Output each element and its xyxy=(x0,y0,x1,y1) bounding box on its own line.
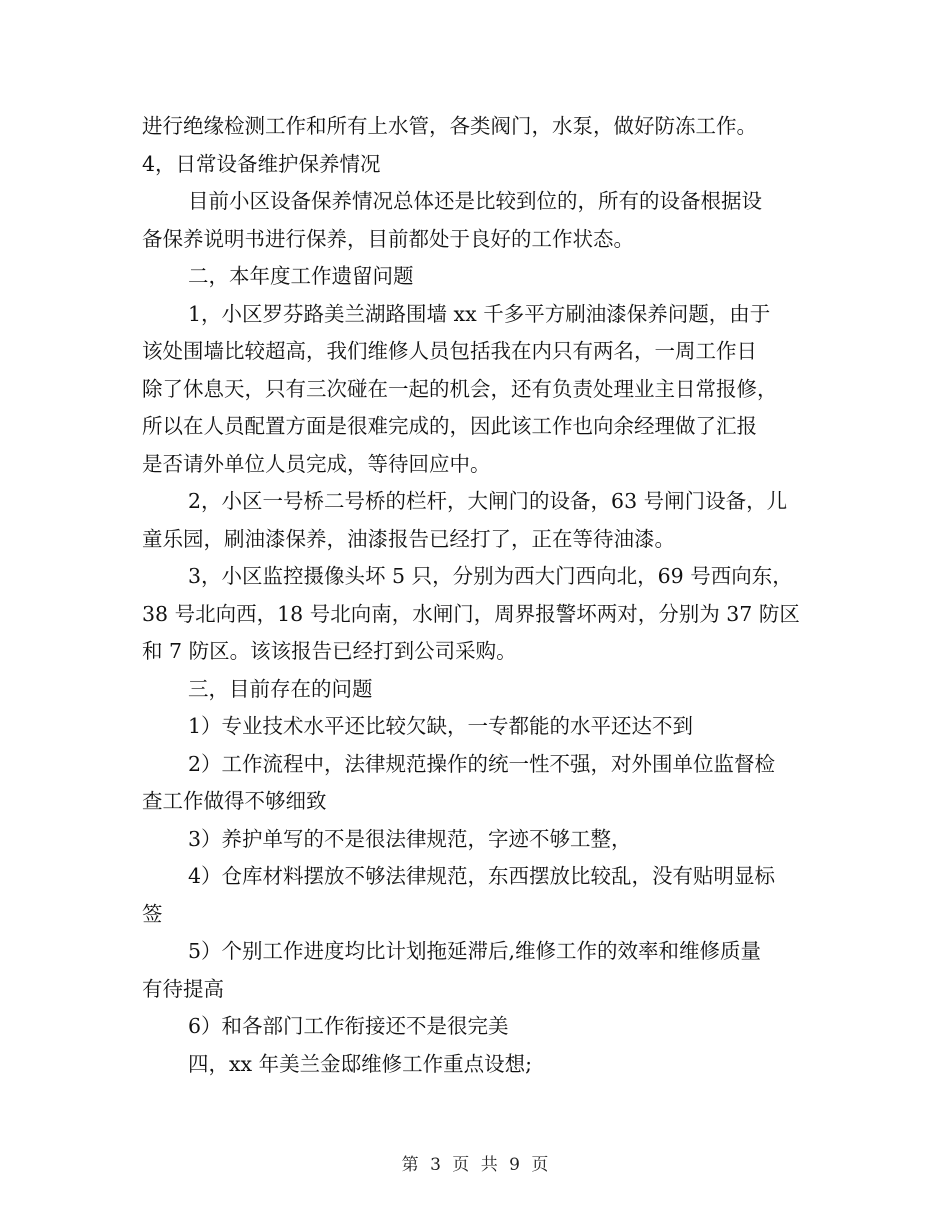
text-line: 童乐园，刷油漆保养，油漆报告已经打了，正在等待油漆。 xyxy=(142,526,675,551)
text-line: 和 7 防区。该该报告已经打到公司采购。 xyxy=(142,639,517,663)
page-number-footer: 第 3 页 共 9 页 xyxy=(401,1155,549,1175)
list-item: 1）专业技术水平还比较欠缺，一专都能的水平还达不到 xyxy=(188,714,694,738)
text-line: 3，小区监控摄像头坏 5 只，分别为西大门西向北，69 号西向东， xyxy=(188,564,793,588)
text-line: 1，小区罗芬路美兰湖路围墙 xx 千多平方刷油漆保养问题，由于 xyxy=(188,301,771,326)
list-item: 5）个别工作进度均比计划拖延滞后,维修工作的效率和维修质量 xyxy=(188,939,762,963)
text-line: 该处围墙比较超高，我们维修人员包括我在内只有两名，一周工作日 xyxy=(142,339,757,363)
text-line: 签 xyxy=(142,901,163,926)
section-heading: 4，日常设备维护保养情况 xyxy=(142,151,381,176)
text-line: 所以在人员配置方面是很难完成的，因此该工作也向余经理做了汇报 xyxy=(142,414,757,438)
text-line: 目前小区设备保养情况总体还是比较到位的，所有的设备根据设 xyxy=(188,189,762,213)
text-line: 38 号北向西，18 号北向南，水闸门，周界报警坏两对，分别为 37 防区 xyxy=(142,601,800,626)
document-body xyxy=(142,108,810,1083)
section-heading: 三，目前存在的问题 xyxy=(188,676,373,701)
text-line: 备保养说明书进行保养，目前都处于良好的工作状态。 xyxy=(142,226,634,251)
text-line: 查工作做得不够细致 xyxy=(142,789,327,813)
list-item: 6）和各部门工作衔接还不是很完美 xyxy=(188,1014,509,1038)
list-item: 3）养护单写的不是很法律规范，字迹不够工整， xyxy=(188,826,632,851)
section-heading: 四，xx 年美兰金邸维修工作重点设想; xyxy=(188,1051,533,1076)
text-line: 有待提高 xyxy=(142,976,224,1001)
list-item: 2）工作流程中，法律规范操作的统一性不强，对外围单位监督检 xyxy=(188,751,776,776)
list-item: 4）仓库材料摆放不够法律规范，东西摆放比较乱，没有贴明显标 xyxy=(188,864,776,888)
text-line: 2，小区一号桥二号桥的栏杆，大闸门的设备，63 号闸门设备，儿 xyxy=(188,489,788,513)
section-heading: 二，本年度工作遗留问题 xyxy=(188,264,414,288)
text-line: 除了休息天，只有三次碰在一起的机会，还有负责处理业主日常报修， xyxy=(142,376,778,401)
text-line: 是否请外单位人员完成，等待回应中。 xyxy=(142,451,491,476)
text-line: 进行绝缘检测工作和所有上水管，各类阀门，水泵，做好防冻工作。 xyxy=(142,114,757,138)
